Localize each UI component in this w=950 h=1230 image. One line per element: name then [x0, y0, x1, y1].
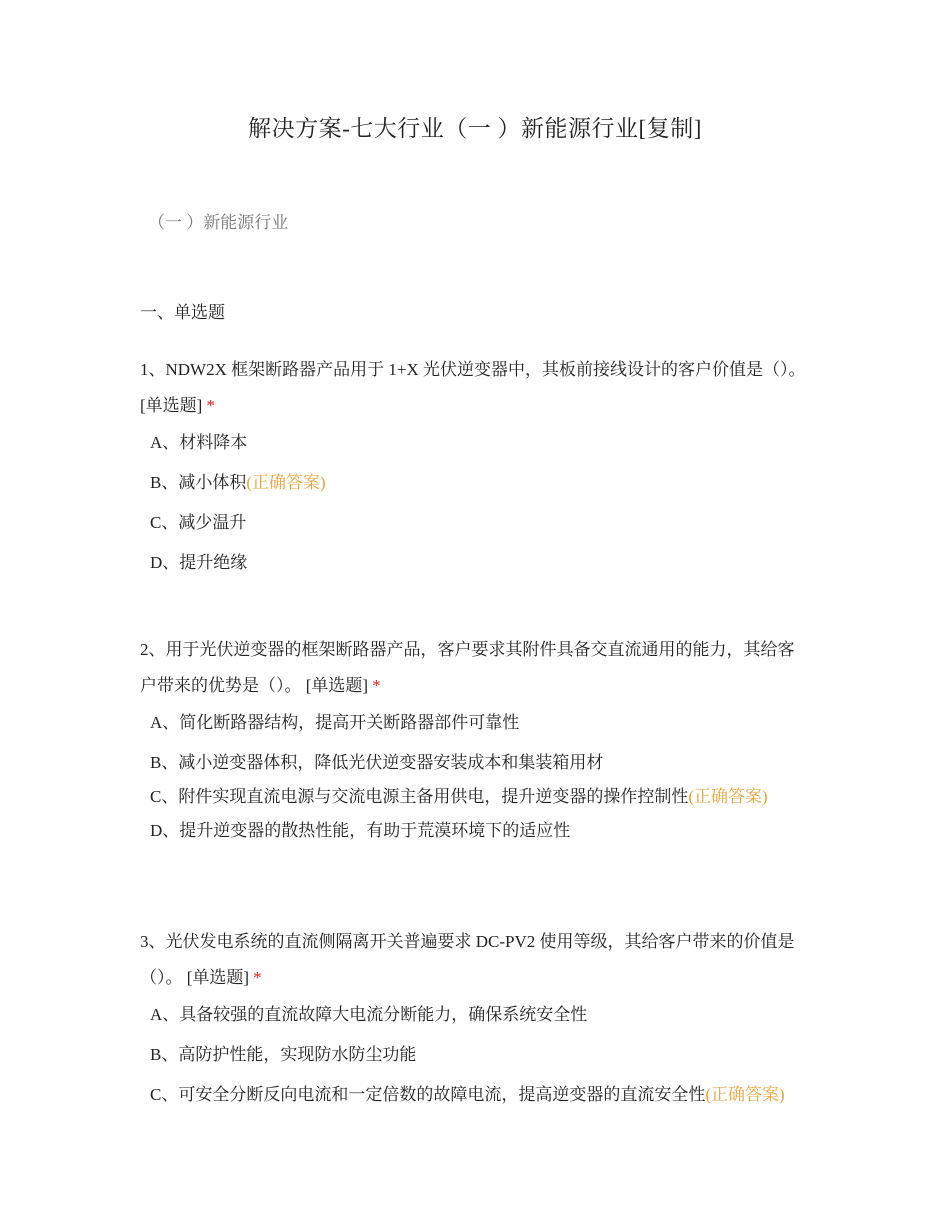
question-text	[140, 352, 810, 424]
option-text: C、附件实现直流电源与交流电源主备用供电，提升逆变器的操作控制性	[150, 787, 689, 806]
document-subtitle: （一 ）新能源行业	[148, 213, 289, 232]
option-c[interactable]	[150, 510, 810, 536]
correct-answer-label: (正确答案)	[705, 1085, 785, 1104]
required-mark: *	[253, 968, 262, 987]
option-text: A、简化断路器结构，提高开关断路器部件可靠性	[150, 713, 520, 732]
option-text: B、减小体积	[150, 473, 247, 492]
question-3	[140, 924, 810, 1122]
question-2	[140, 632, 810, 858]
option-a[interactable]	[150, 430, 810, 456]
option-d[interactable]	[150, 550, 810, 576]
question-type: [单选题]	[305, 676, 369, 695]
document-title: 解决方案-七大行业（一 ）新能源行业[复制]	[248, 116, 702, 141]
question-stem: 2、用于光伏逆变器的框架断路器产品，客户要求其附件具备交直流通用的能力，其给客户带来的优势是（）。	[140, 640, 795, 695]
option-text: D、提升逆变器的散热性能，有助于荒漠环境下的适应性	[150, 821, 571, 840]
option-list	[140, 1002, 810, 1108]
question-stem: 3、光伏发电系统的直流侧隔离开关普遍要求 DC-PV2 使用等级，其给客户带来的价值是（）。	[140, 932, 795, 987]
question-text	[140, 924, 810, 996]
option-a[interactable]	[150, 1002, 810, 1028]
question-1	[140, 352, 810, 590]
option-d[interactable]	[150, 818, 810, 844]
option-list	[140, 710, 810, 844]
question-type: [单选题]	[140, 396, 203, 415]
option-text: C、可安全分断反向电流和一定倍数的故障电流，提高逆变器的直流安全性	[150, 1085, 706, 1104]
option-text: B、高防护性能，实现防水防尘功能	[150, 1045, 417, 1064]
option-c[interactable]	[150, 1082, 810, 1108]
correct-answer-label: (正确答案)	[688, 787, 768, 806]
option-text: A、材料降本	[150, 433, 248, 452]
option-b[interactable]	[150, 470, 810, 496]
option-b[interactable]	[150, 1042, 810, 1068]
option-text: A、具备较强的直流故障大电流分断能力，确保系统安全性	[150, 1005, 588, 1024]
required-mark: *	[206, 396, 215, 415]
option-text: D、提升绝缘	[150, 553, 248, 572]
option-text: C、减少温升	[150, 513, 247, 532]
option-list	[140, 430, 810, 576]
option-a[interactable]	[150, 710, 810, 736]
question-text	[140, 632, 810, 704]
question-stem: 1、NDW2X 框架断路器产品用于 1+X 光伏逆变器中，其板前接线设计的客户价值是（）。	[140, 360, 806, 379]
correct-answer-label: (正确答案)	[246, 473, 326, 492]
option-text: B、减小逆变器体积，降低光伏逆变器安装成本和集装箱用材	[150, 753, 604, 772]
required-mark: *	[372, 676, 381, 695]
option-b[interactable]	[150, 750, 810, 776]
option-c[interactable]	[150, 784, 810, 810]
question-type: [单选题]	[186, 968, 250, 987]
section-heading: 一、单选题	[140, 303, 225, 322]
